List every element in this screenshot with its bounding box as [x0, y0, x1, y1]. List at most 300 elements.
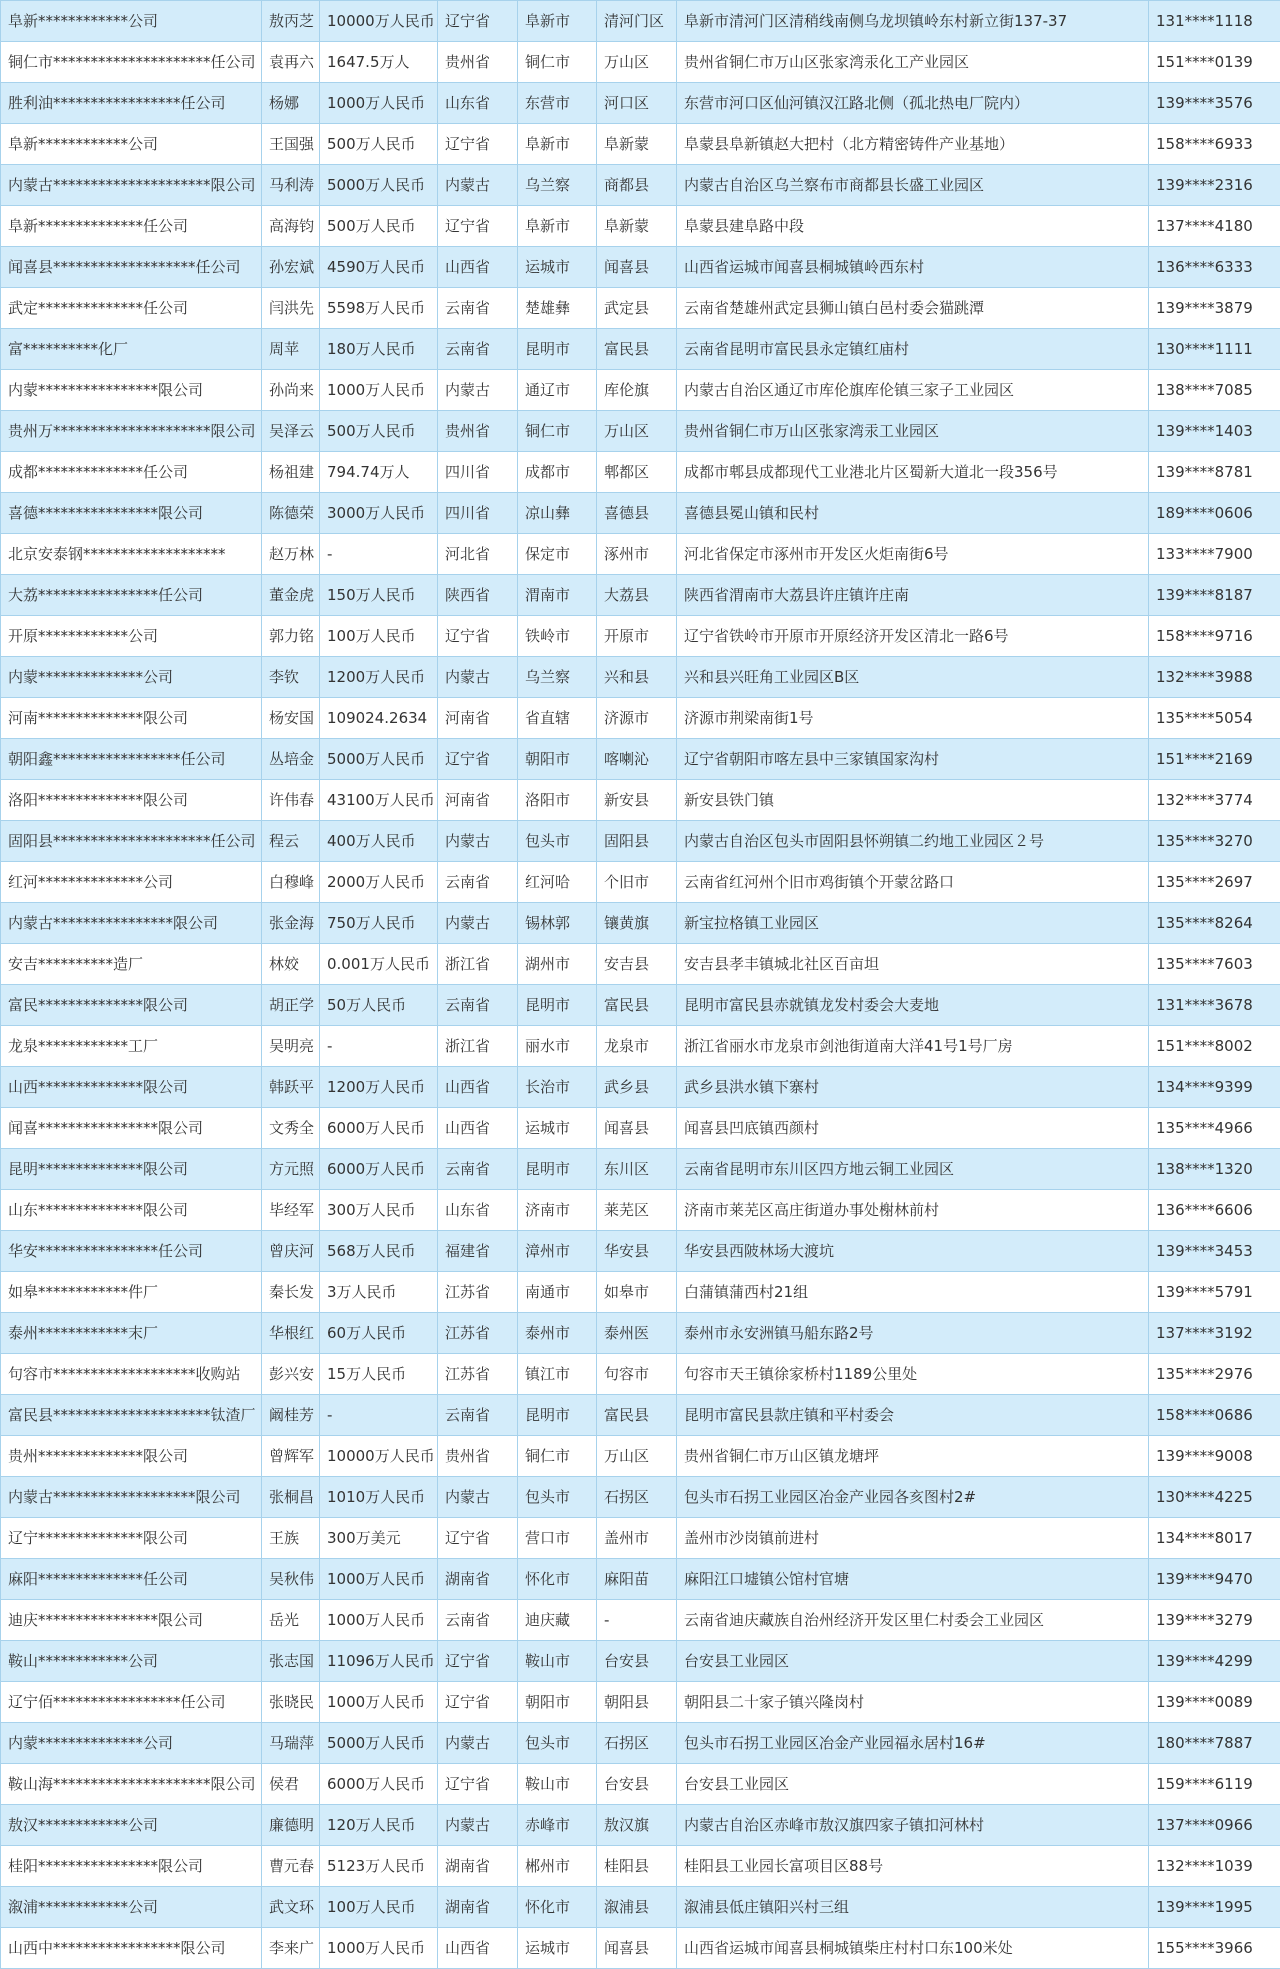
- address-cell: 浙江省丽水市龙泉市剑池街道南大洋41号1号厂房: [677, 1026, 1149, 1067]
- registered-capital-cell: 43100万人民币: [320, 780, 438, 821]
- phone-cell: 137****0966: [1149, 1805, 1280, 1846]
- company-name-cell: 辽宁佰*****************任公司: [1, 1682, 262, 1723]
- address-cell: 昆明市富民县赤就镇龙发村委会大麦地: [677, 985, 1149, 1026]
- table-row: [1, 616, 1280, 657]
- phone-cell: 134****9399: [1149, 1067, 1280, 1108]
- city-cell: 乌兰察: [518, 165, 597, 206]
- company-name-cell: 内蒙古*******************限公司: [1, 1477, 262, 1518]
- province-cell: 内蒙古: [438, 1477, 518, 1518]
- city-cell: 漳州市: [518, 1231, 597, 1272]
- registered-capital-cell: 750万人民币: [320, 903, 438, 944]
- city-cell: 镇江市: [518, 1354, 597, 1395]
- legal-rep-cell: 高海钧: [262, 206, 320, 247]
- district-cell: 台安县: [597, 1764, 677, 1805]
- legal-rep-cell: 孙尚来: [262, 370, 320, 411]
- company-name-cell: 贵州万*********************限公司: [1, 411, 262, 452]
- city-cell: 阜新市: [518, 124, 597, 165]
- district-cell: 华安县: [597, 1231, 677, 1272]
- registered-capital-cell: 500万人民币: [320, 124, 438, 165]
- phone-cell: 135****2976: [1149, 1354, 1280, 1395]
- district-cell: 如皋市: [597, 1272, 677, 1313]
- province-cell: 云南省: [438, 1600, 518, 1641]
- table-row: [1, 1846, 1280, 1887]
- city-cell: 怀化市: [518, 1559, 597, 1600]
- company-name-cell: 内蒙****************限公司: [1, 370, 262, 411]
- company-name-cell: 阜新************公司: [1, 124, 262, 165]
- table-row: [1, 1067, 1280, 1108]
- province-cell: 浙江省: [438, 1026, 518, 1067]
- district-cell: 济源市: [597, 698, 677, 739]
- company-name-cell: 阜新************公司: [1, 1, 262, 42]
- legal-rep-cell: 郭力铭: [262, 616, 320, 657]
- city-cell: 通辽市: [518, 370, 597, 411]
- province-cell: 辽宁省: [438, 616, 518, 657]
- table-row: [1, 1723, 1280, 1764]
- table-row: [1, 1518, 1280, 1559]
- registered-capital-cell: 180万人民币: [320, 329, 438, 370]
- legal-rep-cell: 董金虎: [262, 575, 320, 616]
- legal-rep-cell: 吴秋伟: [262, 1559, 320, 1600]
- address-cell: 云南省昆明市富民县永定镇红庙村: [677, 329, 1149, 370]
- table-row: [1, 862, 1280, 903]
- registered-capital-cell: 6000万人民币: [320, 1149, 438, 1190]
- registered-capital-cell: 1647.5万人: [320, 42, 438, 83]
- phone-cell: 131****3678: [1149, 985, 1280, 1026]
- registered-capital-cell: 100万人民币: [320, 616, 438, 657]
- address-cell: 喜德县冕山镇和民村: [677, 493, 1149, 534]
- phone-cell: 158****0686: [1149, 1395, 1280, 1436]
- legal-rep-cell: 周苹: [262, 329, 320, 370]
- province-cell: 河南省: [438, 780, 518, 821]
- phone-cell: 135****5054: [1149, 698, 1280, 739]
- registered-capital-cell: 1010万人民币: [320, 1477, 438, 1518]
- registered-capital-cell: 1000万人民币: [320, 370, 438, 411]
- address-cell: 阜蒙县建阜路中段: [677, 206, 1149, 247]
- address-cell: 闻喜县凹底镇西颜村: [677, 1108, 1149, 1149]
- company-name-cell: 山东**************限公司: [1, 1190, 262, 1231]
- phone-cell: 135****2697: [1149, 862, 1280, 903]
- legal-rep-cell: 闫洪先: [262, 288, 320, 329]
- district-cell: 莱芜区: [597, 1190, 677, 1231]
- legal-rep-cell: 马瑞萍: [262, 1723, 320, 1764]
- province-cell: 河南省: [438, 698, 518, 739]
- table-row: [1, 493, 1280, 534]
- legal-rep-cell: 张晓民: [262, 1682, 320, 1723]
- district-cell: 喀喇沁: [597, 739, 677, 780]
- city-cell: 东营市: [518, 83, 597, 124]
- province-cell: 辽宁省: [438, 206, 518, 247]
- table-row: [1, 575, 1280, 616]
- legal-rep-cell: 丛培金: [262, 739, 320, 780]
- registered-capital-cell: 3万人民币: [320, 1272, 438, 1313]
- district-cell: 富民县: [597, 329, 677, 370]
- company-name-cell: 阜新**************任公司: [1, 206, 262, 247]
- table-row: [1, 985, 1280, 1026]
- phone-cell: 139****8187: [1149, 575, 1280, 616]
- table-row: [1, 1190, 1280, 1231]
- legal-rep-cell: 曹元春: [262, 1846, 320, 1887]
- city-cell: 赤峰市: [518, 1805, 597, 1846]
- phone-cell: 131****1118: [1149, 1, 1280, 42]
- table-row: [1, 739, 1280, 780]
- legal-rep-cell: 张志国: [262, 1641, 320, 1682]
- address-cell: 云南省红河州个旧市鸡街镇个开蒙岔路口: [677, 862, 1149, 903]
- province-cell: 内蒙古: [438, 821, 518, 862]
- legal-rep-cell: 彭兴安: [262, 1354, 320, 1395]
- city-cell: 红河哈: [518, 862, 597, 903]
- company-name-cell: 山西中*****************限公司: [1, 1928, 262, 1969]
- address-cell: 新安县铁门镇: [677, 780, 1149, 821]
- district-cell: 个旧市: [597, 862, 677, 903]
- legal-rep-cell: 毕经军: [262, 1190, 320, 1231]
- city-cell: 铁岭市: [518, 616, 597, 657]
- phone-cell: 159****6119: [1149, 1764, 1280, 1805]
- registered-capital-cell: 300万人民币: [320, 1190, 438, 1231]
- address-cell: 内蒙古自治区包头市固阳县怀朔镇二约地工业园区２号: [677, 821, 1149, 862]
- province-cell: 云南省: [438, 329, 518, 370]
- company-name-cell: 如皋************件厂: [1, 1272, 262, 1313]
- address-cell: 华安县西陂林场大渡坑: [677, 1231, 1149, 1272]
- registered-capital-cell: 400万人民币: [320, 821, 438, 862]
- address-cell: 阜新市清河门区清稍线南侧乌龙坝镇岭东村新立街137-37: [677, 1, 1149, 42]
- registered-capital-cell: 1000万人民币: [320, 1600, 438, 1641]
- legal-rep-cell: 王族: [262, 1518, 320, 1559]
- registered-capital-cell: 5000万人民币: [320, 165, 438, 206]
- address-cell: 济源市荆梁南街1号: [677, 698, 1149, 739]
- company-name-cell: 喜德****************限公司: [1, 493, 262, 534]
- city-cell: 昆明市: [518, 1149, 597, 1190]
- phone-cell: 139****9470: [1149, 1559, 1280, 1600]
- company-name-cell: 武定**************任公司: [1, 288, 262, 329]
- city-cell: 楚雄彝: [518, 288, 597, 329]
- legal-rep-cell: 李来广: [262, 1928, 320, 1969]
- province-cell: 辽宁省: [438, 124, 518, 165]
- registered-capital-cell: 0.001万人民币: [320, 944, 438, 985]
- district-cell: 龙泉市: [597, 1026, 677, 1067]
- address-cell: 桂阳县工业园长富项目区88号: [677, 1846, 1149, 1887]
- province-cell: 山东省: [438, 83, 518, 124]
- address-cell: 新宝拉格镇工业园区: [677, 903, 1149, 944]
- company-name-cell: 敖汉************公司: [1, 1805, 262, 1846]
- registered-capital-cell: -: [320, 1395, 438, 1436]
- phone-cell: 137****4180: [1149, 206, 1280, 247]
- district-cell: 开原市: [597, 616, 677, 657]
- legal-rep-cell: 韩跃平: [262, 1067, 320, 1108]
- phone-cell: 155****3966: [1149, 1928, 1280, 1969]
- district-cell: 富民县: [597, 985, 677, 1026]
- table-row: [1, 1231, 1280, 1272]
- province-cell: 浙江省: [438, 944, 518, 985]
- city-cell: 长治市: [518, 1067, 597, 1108]
- district-cell: 闻喜县: [597, 1108, 677, 1149]
- city-cell: 鞍山市: [518, 1764, 597, 1805]
- company-name-cell: 固阳县*********************任公司: [1, 821, 262, 862]
- province-cell: 云南省: [438, 1395, 518, 1436]
- province-cell: 湖南省: [438, 1887, 518, 1928]
- company-name-cell: 大荔****************任公司: [1, 575, 262, 616]
- company-name-cell: 鞍山************公司: [1, 1641, 262, 1682]
- company-name-cell: 内蒙**************公司: [1, 1723, 262, 1764]
- address-cell: 陕西省渭南市大荔县许庄镇许庄南: [677, 575, 1149, 616]
- company-name-cell: 泰州************末厂: [1, 1313, 262, 1354]
- address-cell: 朝阳县二十家子镇兴隆岗村: [677, 1682, 1149, 1723]
- city-cell: 湖州市: [518, 944, 597, 985]
- province-cell: 四川省: [438, 452, 518, 493]
- company-name-cell: 华安****************任公司: [1, 1231, 262, 1272]
- legal-rep-cell: 陈德荣: [262, 493, 320, 534]
- table-row: [1, 1313, 1280, 1354]
- registered-capital-cell: 500万人民币: [320, 411, 438, 452]
- registered-capital-cell: 1200万人民币: [320, 657, 438, 698]
- district-cell: 句容市: [597, 1354, 677, 1395]
- address-cell: 安吉县孝丰镇城北社区百亩坦: [677, 944, 1149, 985]
- registered-capital-cell: 5000万人民币: [320, 739, 438, 780]
- legal-rep-cell: 许伟春: [262, 780, 320, 821]
- province-cell: 河北省: [438, 534, 518, 575]
- phone-cell: 139****5791: [1149, 1272, 1280, 1313]
- phone-cell: 139****4299: [1149, 1641, 1280, 1682]
- address-cell: 云南省迪庆藏族自治州经济开发区里仁村委会工业园区: [677, 1600, 1149, 1641]
- city-cell: 保定市: [518, 534, 597, 575]
- district-cell: 清河门区: [597, 1, 677, 42]
- company-name-cell: 胜利油*****************任公司: [1, 83, 262, 124]
- province-cell: 湖南省: [438, 1559, 518, 1600]
- city-cell: 昆明市: [518, 1395, 597, 1436]
- company-name-cell: 内蒙古*********************限公司: [1, 165, 262, 206]
- city-cell: 郴州市: [518, 1846, 597, 1887]
- city-cell: 铜仁市: [518, 1436, 597, 1477]
- address-cell: 泰州市永安洲镇马船东路2号: [677, 1313, 1149, 1354]
- city-cell: 铜仁市: [518, 42, 597, 83]
- district-cell: 富民县: [597, 1395, 677, 1436]
- address-cell: 云南省昆明市东川区四方地云铜工业园区: [677, 1149, 1149, 1190]
- table-row: [1, 206, 1280, 247]
- city-cell: 朝阳市: [518, 739, 597, 780]
- table-row: [1, 1559, 1280, 1600]
- table-row: [1, 452, 1280, 493]
- province-cell: 辽宁省: [438, 1641, 518, 1682]
- company-name-cell: 河南**************限公司: [1, 698, 262, 739]
- province-cell: 山东省: [438, 1190, 518, 1231]
- legal-rep-cell: 程云: [262, 821, 320, 862]
- district-cell: 桂阳县: [597, 1846, 677, 1887]
- registered-capital-cell: 794.74万人: [320, 452, 438, 493]
- address-cell: 昆明市富民县款庄镇和平村委会: [677, 1395, 1149, 1436]
- district-cell: 盖州市: [597, 1518, 677, 1559]
- address-cell: 阜蒙县阜新镇赵大把村（北方精密铸件产业基地）: [677, 124, 1149, 165]
- province-cell: 山西省: [438, 1108, 518, 1149]
- table-row: [1, 1, 1280, 42]
- registered-capital-cell: 1000万人民币: [320, 1682, 438, 1723]
- province-cell: 山西省: [438, 1928, 518, 1969]
- registered-capital-cell: 5598万人民币: [320, 288, 438, 329]
- phone-cell: 135****8264: [1149, 903, 1280, 944]
- province-cell: 江苏省: [438, 1354, 518, 1395]
- table-row: [1, 698, 1280, 739]
- city-cell: 阜新市: [518, 206, 597, 247]
- phone-cell: 180****7887: [1149, 1723, 1280, 1764]
- legal-rep-cell: 华根红: [262, 1313, 320, 1354]
- address-cell: 云南省楚雄州武定县狮山镇白邑村委会猫跳潭: [677, 288, 1149, 329]
- province-cell: 云南省: [438, 1149, 518, 1190]
- legal-rep-cell: 曾辉军: [262, 1436, 320, 1477]
- district-cell: 郫都区: [597, 452, 677, 493]
- table-row: [1, 1805, 1280, 1846]
- phone-cell: 138****1320: [1149, 1149, 1280, 1190]
- table-row: [1, 1477, 1280, 1518]
- registered-capital-cell: 568万人民币: [320, 1231, 438, 1272]
- phone-cell: 135****3270: [1149, 821, 1280, 862]
- registered-capital-cell: 50万人民币: [320, 985, 438, 1026]
- province-cell: 陕西省: [438, 575, 518, 616]
- registered-capital-cell: 300万美元: [320, 1518, 438, 1559]
- legal-rep-cell: 张桐昌: [262, 1477, 320, 1518]
- company-name-cell: 开原************公司: [1, 616, 262, 657]
- company-name-cell: 麻阳**************任公司: [1, 1559, 262, 1600]
- company-name-cell: 内蒙古****************限公司: [1, 903, 262, 944]
- company-name-cell: 辽宁**************限公司: [1, 1518, 262, 1559]
- district-cell: 溆浦县: [597, 1887, 677, 1928]
- city-cell: 凉山彝: [518, 493, 597, 534]
- city-cell: 济南市: [518, 1190, 597, 1231]
- legal-rep-cell: 秦长发: [262, 1272, 320, 1313]
- province-cell: 内蒙古: [438, 657, 518, 698]
- city-cell: 包头市: [518, 821, 597, 862]
- address-cell: 山西省运城市闻喜县桐城镇岭西东村: [677, 247, 1149, 288]
- province-cell: 辽宁省: [438, 1518, 518, 1559]
- phone-cell: 130****4225: [1149, 1477, 1280, 1518]
- legal-rep-cell: 吴泽云: [262, 411, 320, 452]
- table-row: [1, 247, 1280, 288]
- table-row: [1, 411, 1280, 452]
- table-row: [1, 1928, 1280, 1969]
- table-row: [1, 42, 1280, 83]
- legal-rep-cell: 方元照: [262, 1149, 320, 1190]
- city-cell: 迪庆藏: [518, 1600, 597, 1641]
- registered-capital-cell: 100万人民币: [320, 1887, 438, 1928]
- company-name-cell: 铜仁市*********************任公司: [1, 42, 262, 83]
- registered-capital-cell: 15万人民币: [320, 1354, 438, 1395]
- legal-rep-cell: 李钦: [262, 657, 320, 698]
- phone-cell: 139****1403: [1149, 411, 1280, 452]
- table-row: [1, 370, 1280, 411]
- province-cell: 云南省: [438, 288, 518, 329]
- phone-cell: 139****1995: [1149, 1887, 1280, 1928]
- company-name-cell: 昆明**************限公司: [1, 1149, 262, 1190]
- address-cell: 东营市河口区仙河镇汉江路北侧（孤北热电厂院内）: [677, 83, 1149, 124]
- legal-rep-cell: 杨娜: [262, 83, 320, 124]
- registered-capital-cell: 2000万人民币: [320, 862, 438, 903]
- legal-rep-cell: 侯君: [262, 1764, 320, 1805]
- district-cell: 固阳县: [597, 821, 677, 862]
- table-row: [1, 124, 1280, 165]
- province-cell: 福建省: [438, 1231, 518, 1272]
- phone-cell: 139****0089: [1149, 1682, 1280, 1723]
- province-cell: 辽宁省: [438, 739, 518, 780]
- phone-cell: 135****7603: [1149, 944, 1280, 985]
- phone-cell: 139****2316: [1149, 165, 1280, 206]
- legal-rep-cell: 孙宏斌: [262, 247, 320, 288]
- table-row: [1, 534, 1280, 575]
- company-name-cell: 闻喜县*******************任公司: [1, 247, 262, 288]
- phone-cell: 158****9716: [1149, 616, 1280, 657]
- district-cell: 库伦旗: [597, 370, 677, 411]
- table-row: [1, 1354, 1280, 1395]
- company-name-cell: 富民**************限公司: [1, 985, 262, 1026]
- district-cell: -: [597, 1600, 677, 1641]
- province-cell: 内蒙古: [438, 165, 518, 206]
- company-name-cell: 内蒙**************公司: [1, 657, 262, 698]
- table-row: [1, 1026, 1280, 1067]
- table-row: [1, 329, 1280, 370]
- company-name-cell: 龙泉************工厂: [1, 1026, 262, 1067]
- city-cell: 包头市: [518, 1723, 597, 1764]
- address-cell: 白蒲镇蒲西村21组: [677, 1272, 1149, 1313]
- district-cell: 闻喜县: [597, 1928, 677, 1969]
- city-cell: 运城市: [518, 1108, 597, 1149]
- district-cell: 万山区: [597, 1436, 677, 1477]
- district-cell: 新安县: [597, 780, 677, 821]
- company-name-cell: 鞍山海*********************限公司: [1, 1764, 262, 1805]
- company-name-cell: 溆浦************公司: [1, 1887, 262, 1928]
- city-cell: 丽水市: [518, 1026, 597, 1067]
- city-cell: 洛阳市: [518, 780, 597, 821]
- province-cell: 山西省: [438, 247, 518, 288]
- city-cell: 渭南市: [518, 575, 597, 616]
- city-cell: 南通市: [518, 1272, 597, 1313]
- legal-rep-cell: 敖丙芝: [262, 1, 320, 42]
- city-cell: 省直辖: [518, 698, 597, 739]
- registered-capital-cell: 4590万人民币: [320, 247, 438, 288]
- city-cell: 锡林郭: [518, 903, 597, 944]
- district-cell: 台安县: [597, 1641, 677, 1682]
- registered-capital-cell: 150万人民币: [320, 575, 438, 616]
- address-cell: 内蒙古自治区赤峰市敖汉旗四家子镇扣河林村: [677, 1805, 1149, 1846]
- address-cell: 武乡县洪水镇下寨村: [677, 1067, 1149, 1108]
- registered-capital-cell: 5123万人民币: [320, 1846, 438, 1887]
- legal-rep-cell: 武文环: [262, 1887, 320, 1928]
- legal-rep-cell: 杨祖建: [262, 452, 320, 493]
- legal-rep-cell: 阚桂芳: [262, 1395, 320, 1436]
- province-cell: 内蒙古: [438, 370, 518, 411]
- province-cell: 内蒙古: [438, 1805, 518, 1846]
- district-cell: 万山区: [597, 42, 677, 83]
- province-cell: 四川省: [438, 493, 518, 534]
- province-cell: 辽宁省: [438, 1764, 518, 1805]
- company-name-cell: 富民县*********************钛渣厂: [1, 1395, 262, 1436]
- phone-cell: 136****6333: [1149, 247, 1280, 288]
- table-row: [1, 657, 1280, 698]
- district-cell: 喜德县: [597, 493, 677, 534]
- phone-cell: 132****3774: [1149, 780, 1280, 821]
- company-name-cell: 桂阳****************限公司: [1, 1846, 262, 1887]
- city-cell: 阜新市: [518, 1, 597, 42]
- address-cell: 山西省运城市闻喜县桐城镇柴庄村村口东100米处: [677, 1928, 1149, 1969]
- phone-cell: 132****3988: [1149, 657, 1280, 698]
- table-row: [1, 1641, 1280, 1682]
- phone-cell: 158****6933: [1149, 124, 1280, 165]
- city-cell: 铜仁市: [518, 411, 597, 452]
- company-name-cell: 迪庆****************限公司: [1, 1600, 262, 1641]
- company-name-cell: 洛阳**************限公司: [1, 780, 262, 821]
- company-name-cell: 句容市*******************收购站: [1, 1354, 262, 1395]
- city-cell: 运城市: [518, 1928, 597, 1969]
- address-cell: 溆浦县低庄镇阳兴村三组: [677, 1887, 1149, 1928]
- address-cell: 河北省保定市涿州市开发区火炬南街6号: [677, 534, 1149, 575]
- district-cell: 镶黄旗: [597, 903, 677, 944]
- province-cell: 湖南省: [438, 1846, 518, 1887]
- phone-cell: 189****0606: [1149, 493, 1280, 534]
